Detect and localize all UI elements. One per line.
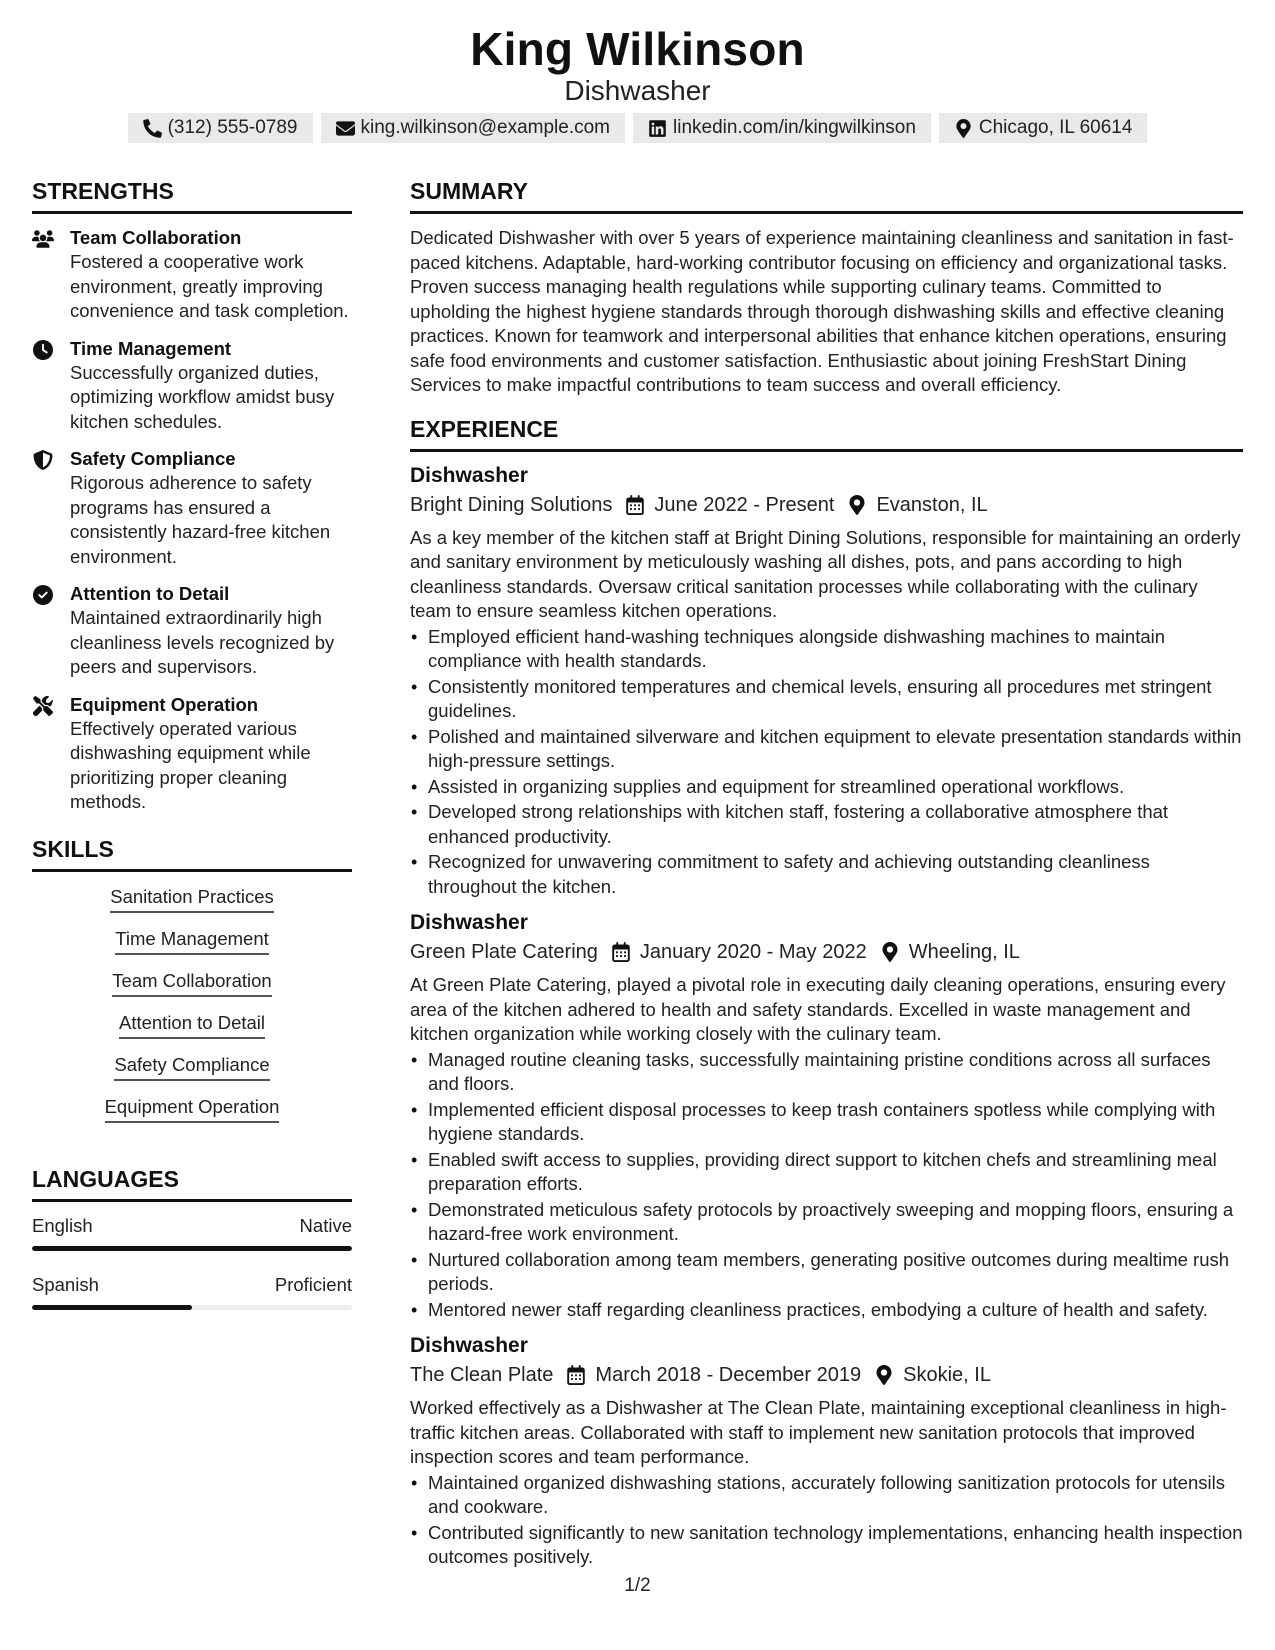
strength-title: Attention to Detail — [70, 583, 230, 604]
job-bullets — [410, 625, 1243, 900]
contact-email-text: king.wilkinson@example.com — [360, 117, 610, 138]
job-dates: June 2022 - Present — [654, 493, 835, 516]
strength-title: Equipment Operation — [70, 693, 259, 715]
map-pin-icon — [954, 119, 973, 138]
contact-bar — [0, 113, 1275, 143]
contact-phone-text: (312) 555-0789 — [167, 117, 298, 138]
contact-location — [939, 113, 1148, 143]
experience-heading: EXPERIENCE — [410, 414, 1243, 452]
left-column — [32, 176, 352, 1332]
job-bullet: • Maintained organized dishwashing stations, accurately following sanitization protocols for utensils and cookware. — [410, 1471, 1243, 1520]
shield-icon — [32, 450, 54, 470]
job-bullet: • Implemented efficient disposal processes to keep trash containers spotless while complying with hygiene standards. — [410, 1098, 1243, 1147]
users-icon — [32, 229, 54, 249]
strength-item — [32, 226, 352, 324]
candidate-role: Dishwasher — [564, 75, 711, 106]
contact-linkedin[interactable] — [633, 113, 931, 143]
job-entry — [410, 462, 1243, 900]
skill-tag: Equipment Operation — [105, 1094, 280, 1123]
strength-item — [32, 337, 352, 435]
skill-tag: Safety Compliance — [114, 1052, 269, 1081]
job-meta — [410, 937, 1243, 967]
tools-icon — [32, 696, 54, 716]
language-item — [32, 1273, 352, 1310]
job-bullet: • Mentored newer staff regarding cleanliness practices, embodying a culture of health and safety. — [410, 1298, 1243, 1323]
strength-item — [32, 693, 352, 815]
job-bullets — [410, 1048, 1243, 1323]
strength-desc: Successfully organized duties, optimizing workflow amidst busy kitchen schedules. — [70, 361, 335, 432]
job-company: The Clean Plate — [410, 1364, 554, 1386]
job-bullet: • Managed routine cleaning tasks, successfully maintaining pristine conditions across all surfaces and floors. — [410, 1048, 1243, 1097]
skill-tag: Team Collaboration — [112, 968, 271, 997]
contact-linkedin-text: linkedin.com/in/kingwilkinson — [673, 117, 916, 138]
strength-desc: Fostered a cooperative work environment, greatly improving convenience and task completion. — [70, 251, 349, 321]
skills-list — [32, 884, 352, 1136]
map-pin-icon — [875, 1365, 893, 1385]
job-description: As a key member of the kitchen staff at Bright Dining Solutions, responsible for maintaining an orderly and sanitary environment by meticulously washing all dishes, pots, and pans according to high cleanliness standards. Oversaw critical sanitation processes while collaborating with the culinary team to ensure seamless kitchen operations. — [410, 526, 1241, 621]
skills-heading: SKILLS — [32, 834, 352, 872]
candidate-name: King Wilkinson — [470, 23, 805, 75]
contact-location-text: Chicago, IL 60614 — [978, 117, 1133, 138]
job-bullet: • Recognized for unwavering commitment to safety and achieving outstanding cleanliness throughout the kitchen. — [410, 850, 1243, 899]
job-meta — [410, 1360, 1243, 1390]
contact-phone[interactable] — [128, 113, 313, 143]
job-location: Wheeling, IL — [908, 941, 1020, 963]
language-bar-fill — [32, 1246, 352, 1251]
language-item — [32, 1214, 352, 1251]
contact-email[interactable] — [321, 113, 626, 143]
job-bullet: • Demonstrated meticulous safety protocols by proactively sweeping and mopping floors, ensuring a hazard-free work environment. — [410, 1198, 1243, 1247]
strength-desc: Effectively operated various dishwashing equipment while prioritizing proper cleaning methods. — [70, 717, 311, 812]
job-company: Green Plate Catering — [410, 941, 598, 963]
job-bullet: • Developed strong relationships with kitchen staff, fostering a collaborative atmosphere that enhanced productivity. — [410, 800, 1243, 849]
job-bullet: • Employed efficient hand-washing techniques alongside dishwashing machines to maintain compliance with health standards. — [410, 625, 1243, 674]
strength-desc: Rigorous adherence to safety programs has ensured a consistently hazard-free kitchen environment. — [70, 472, 331, 567]
language-name: English — [32, 1214, 93, 1236]
strengths-heading: STRENGTHS — [32, 176, 352, 214]
job-description: At Green Plate Catering, played a pivotal role in executing daily cleaning operations, ensuring every area of the kitchen adhered to health and safety standards. Excelled in waste management and kitchen organization while working closely with the culinary team. — [410, 974, 1226, 1044]
job-entry — [410, 909, 1243, 1322]
job-entry — [410, 1332, 1243, 1570]
language-bar-fill — [32, 1305, 192, 1310]
clock-icon — [32, 340, 54, 360]
job-meta — [410, 490, 1243, 520]
skill-tag: Sanitation Practices — [110, 884, 274, 913]
language-bar — [32, 1246, 352, 1251]
job-dates: March 2018 - December 2019 — [595, 1364, 862, 1386]
job-title: Dishwasher — [410, 463, 528, 487]
resume-header — [0, 22, 1275, 108]
phone-icon — [143, 119, 162, 138]
job-location: Evanston, IL — [876, 493, 988, 516]
skill-tag: Attention to Detail — [119, 1010, 265, 1039]
job-bullets — [410, 1471, 1243, 1570]
job-title: Dishwasher — [410, 911, 528, 934]
strength-desc: Maintained extraordinarily high cleanliness levels recognized by peers and supervisors. — [70, 607, 335, 677]
calendar-icon — [567, 1365, 585, 1385]
job-description: Worked effectively as a Dishwasher at The Clean Plate, maintaining exceptional cleanliness in high-traffic kitchen areas. Collaborated with staff to implement new sanitation protocols that improved inspection scores and team performance. — [410, 1397, 1227, 1467]
skill-tag: Time Management — [115, 926, 269, 955]
calendar-icon — [626, 495, 644, 515]
map-pin-icon — [881, 942, 899, 962]
job-title: Dishwasher — [410, 1334, 528, 1357]
envelope-icon — [336, 119, 355, 138]
map-pin-icon — [848, 495, 866, 515]
language-bar — [32, 1305, 352, 1310]
experience-list — [410, 462, 1243, 1570]
strength-title: Time Management — [70, 337, 232, 359]
summary-text: Dedicated Dishwasher with over 5 years of experience maintaining cleanliness and sanitation in fast-paced kitchens. Adaptable, hard-working contributor focusing on efficiency and organizational tasks. Proven success managing health regulations while supporting culinary teams. Committed to upholding the highest hygiene standards through thorough dishwashing skills and effective cleaning practices. Known for teamwork and interpersonal abilities that enhance kitchen operations, ensuring safe food environments and customer satisfaction. Enthusiastic about joining FreshStart Dining Services to make impactful contributions to team success and overall efficiency. — [410, 227, 1234, 395]
job-bullet: • Nurtured collaboration among team members, generating positive outcomes during mealtime rush periods. — [410, 1248, 1243, 1297]
linkedin-icon — [648, 119, 667, 138]
calendar-icon — [612, 942, 630, 962]
job-bullet: • Consistently monitored temperatures and chemical levels, ensuring all procedures met stringent guidelines. — [410, 675, 1243, 724]
job-location: Skokie, IL — [903, 1364, 991, 1386]
summary-heading: SUMMARY — [410, 176, 1243, 214]
job-dates: January 2020 - May 2022 — [639, 941, 867, 963]
language-level: Native — [299, 1214, 352, 1236]
languages-heading: LANGUAGES — [32, 1164, 352, 1202]
language-name: Spanish — [32, 1273, 99, 1295]
job-bullet: • Assisted in organizing supplies and equipment for streamlined operational workflows. — [410, 775, 1243, 800]
page-number: 1/2 — [624, 1575, 651, 1596]
job-company: Bright Dining Solutions — [410, 493, 613, 516]
language-level: Proficient — [274, 1273, 352, 1295]
strength-title: Team Collaboration — [70, 227, 242, 248]
right-column — [410, 176, 1243, 1582]
job-bullet: • Polished and maintained silverware and kitchen equipment to elevate presentation standards within high-pressure settings. — [410, 725, 1243, 774]
check-circle-icon — [32, 585, 54, 605]
job-bullet: • Enabled swift access to supplies, providing direct support to kitchen chefs and streamlining meal preparation efforts. — [410, 1148, 1243, 1197]
strength-item — [32, 447, 352, 569]
strength-title: Safety Compliance — [70, 448, 236, 469]
strength-item — [32, 582, 352, 680]
job-bullet: • Contributed significantly to new sanitation technology implementations, enhancing health inspection outcomes positively. — [410, 1521, 1243, 1570]
